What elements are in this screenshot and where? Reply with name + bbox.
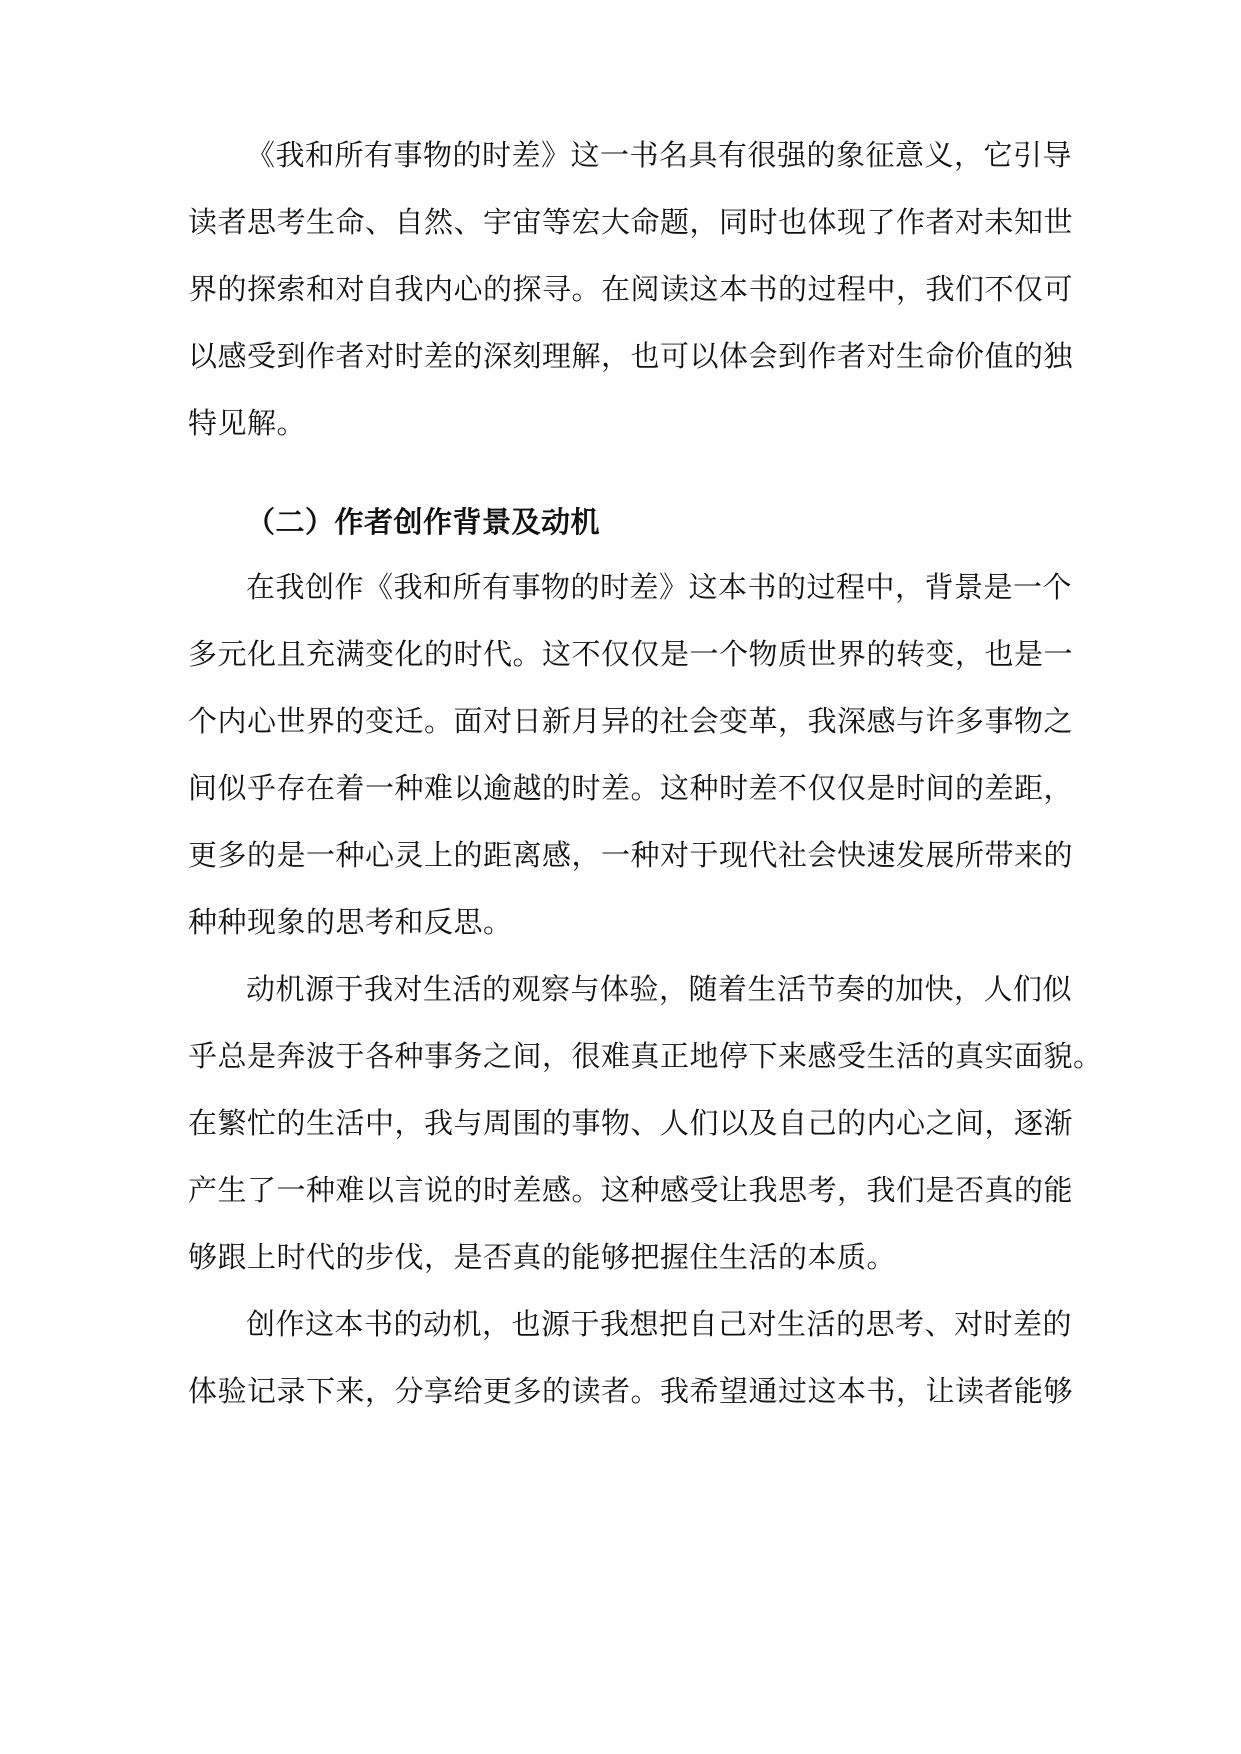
paragraph-3-line-3: 在繁忙的生活中，我与周围的事物、人们以及自己的内心之间，逐渐 [188, 1106, 1074, 1140]
paragraph-4-line-1: 创作这本书的动机，也源于我想把自己对生活的思考、对时差的 [246, 1307, 1073, 1341]
paragraph-3-line-2: 乎总是奔波于各种事务之间，很难真正地停下来感受生活的真实面貌。 [188, 1039, 1103, 1073]
paragraph-3-line-4: 产生了一种难以言说的时差感。这种感受让我思考，我们是否真的能 [188, 1173, 1074, 1207]
paragraph-1-line-2: 读者思考生命、自然、宇宙等宏大命题，同时也体现了作者对未知世 [188, 205, 1074, 239]
paragraph-1-line-4: 以感受到作者对时差的深刻理解，也可以体会到作者对生命价值的独 [188, 339, 1074, 373]
paragraph-2-line-4: 间似乎存在着一种难以逾越的时差。这种时差不仅仅是时间的差距， [188, 771, 1074, 805]
paragraph-3-line-1: 动机源于我对生活的观察与体验，随着生活节奏的加快，人们似 [246, 972, 1073, 1006]
paragraph-2-line-2: 多元化且充满变化的时代。这不仅仅是一个物质世界的转变，也是一 [188, 637, 1074, 671]
paragraph-2-line-6: 种种现象的思考和反思。 [188, 905, 513, 939]
paragraph-2-line-1: 在我创作《我和所有事物的时差》这本书的过程中，背景是一个 [246, 570, 1073, 604]
paragraph-2-line-5: 更多的是一种心灵上的距离感，一种对于现代社会快速发展所带来的 [188, 838, 1074, 872]
paragraph-1-line-3: 界的探索和对自我内心的探寻。在阅读这本书的过程中，我们不仅可 [188, 272, 1074, 306]
paragraph-2-line-3: 个内心世界的变迁。面对日新月异的社会变革，我深感与许多事物之 [188, 704, 1074, 738]
paragraph-1-line-1: 《我和所有事物的时差》这一书名具有很强的象征意义，它引导 [246, 138, 1073, 172]
paragraph-3-line-5: 够跟上时代的步伐，是否真的能够把握住生活的本质。 [188, 1240, 897, 1274]
paragraph-4-line-2: 体验记录下来，分享给更多的读者。我希望通过这本书，让读者能够 [188, 1374, 1074, 1408]
paragraph-1-line-5: 特见解。 [188, 406, 307, 440]
section-heading: （二）作者创作背景及动机 [246, 505, 601, 539]
